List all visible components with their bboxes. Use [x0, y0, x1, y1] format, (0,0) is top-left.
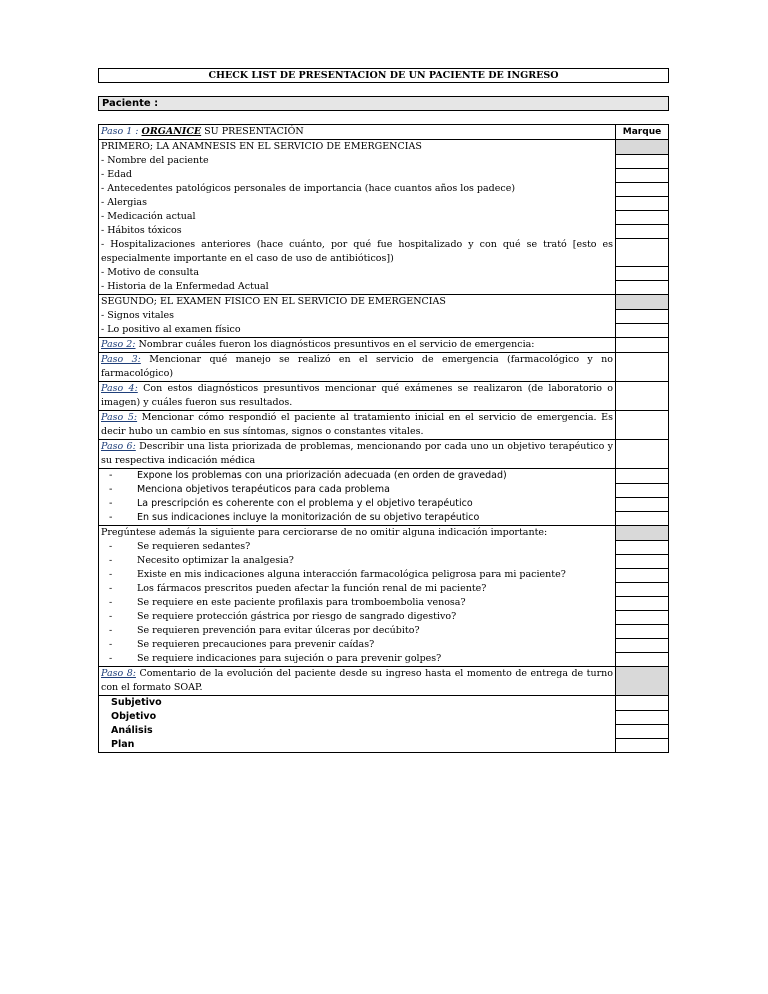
list-item: - Hábitos tóxicos: [99, 224, 616, 238]
marque-cell[interactable]: [616, 483, 669, 497]
soap-item: Subjetivo: [99, 696, 616, 711]
marque-cell[interactable]: [616, 710, 669, 724]
marque-cell[interactable]: [616, 382, 669, 411]
list-item: - Medicación actual: [99, 210, 616, 224]
marque-header: Marque: [616, 125, 669, 140]
primero-heading: PRIMERO; LA ANAMNESIS EN EL SERVICIO DE EMERGENCIAS: [99, 140, 616, 155]
marque-cell[interactable]: [616, 696, 669, 711]
list-item: - Se requieren prevención para evitar úlceras por decúbito?: [99, 624, 616, 638]
marque-cell[interactable]: [616, 582, 669, 596]
marque-cell[interactable]: [616, 738, 669, 753]
marque-cell[interactable]: [616, 154, 669, 168]
list-item: - Lo positivo al examen físico: [99, 323, 616, 338]
list-item: - Alergias: [99, 196, 616, 210]
paso-text: Con estos diagnósticos presuntivos mencionar qué exámenes se realizaron (de laboratorio o imagen) y cuáles fueron sus resultados.: [101, 383, 613, 408]
paso1-text: SU PRESENTACIÓN: [204, 126, 304, 137]
list-item: - Signos vitales: [99, 309, 616, 323]
paso2-cell: [99, 338, 616, 353]
list-item: - Se requiere en este paciente profilaxis para tromboembolia venosa?: [99, 596, 616, 610]
list-item: - Existe en mis indicaciones alguna interacción farmacológica peligrosa para mi paciente?: [99, 568, 616, 582]
list-item: - En sus indicaciones incluye la monitorización de su objetivo terapéutico: [99, 511, 616, 526]
marque-cell[interactable]: [616, 338, 669, 353]
list-item: - Se requieren sedantes?: [99, 540, 616, 554]
paso-label: Paso 5:: [101, 412, 138, 423]
list-item: - Hospitalizaciones anteriores (hace cuánto, por qué fue hospitalizado y con qué se trató [esto es especialmente importante en el caso de uso de antibióticos]): [99, 238, 616, 266]
paso-label: Paso 3:: [101, 354, 141, 365]
marque-cell[interactable]: [616, 309, 669, 323]
paso-text: Comentario de la evolución del paciente desde su ingreso hasta el momento de entrega de turno con el formato SOAP.: [101, 668, 613, 693]
list-item: - Se requiere indicaciones para sujeción o para prevenir golpes?: [99, 652, 616, 667]
marque-cell[interactable]: [616, 554, 669, 568]
marque-cell: [616, 295, 669, 310]
paso1-row: [99, 125, 669, 140]
paso-text: Describir una lista priorizada de problemas, mencionando por cada uno un objetivo terapéutico y su respectiva indicación médica: [101, 441, 614, 466]
list-item: - Edad: [99, 168, 616, 182]
marque-cell[interactable]: [616, 353, 669, 382]
marque-cell[interactable]: [616, 610, 669, 624]
marque-cell[interactable]: [616, 238, 669, 266]
marque-cell[interactable]: [616, 624, 669, 638]
marque-cell[interactable]: [616, 497, 669, 511]
paso1-cell: [99, 125, 616, 140]
paso8-cell: [99, 667, 616, 696]
marque-cell[interactable]: [616, 596, 669, 610]
marque-cell[interactable]: [616, 469, 669, 484]
list-item: - Se requieren precauciones para prevenir caídas?: [99, 638, 616, 652]
marque-cell[interactable]: [616, 182, 669, 196]
marque-cell[interactable]: [616, 266, 669, 280]
soap-item: Plan: [99, 738, 616, 753]
soap-item: Objetivo: [99, 710, 616, 724]
paso-label: Paso 6:: [101, 441, 136, 452]
marque-cell[interactable]: [616, 323, 669, 338]
preguntese-heading: Pregúntese además la siguiente para cerciorarse de no omitir alguna indicación importante:: [99, 526, 616, 541]
list-item: - Nombre del paciente: [99, 154, 616, 168]
paso-text: Mencionar qué manejo se realizó en el servicio de emergencia (farmacológico y no farmacológico): [101, 354, 613, 379]
marque-cell: [616, 526, 669, 541]
segundo-heading: SEGUNDO; EL EXAMEN FISICO EN EL SERVICIO DE EMERGENCIAS: [99, 295, 616, 310]
paso3-cell: [99, 353, 616, 382]
marque-cell[interactable]: [616, 652, 669, 667]
checklist-table: [98, 124, 669, 753]
document-title: CHECK LIST DE PRESENTACION DE UN PACIENTE DE INGRESO: [98, 68, 669, 83]
list-item: - Motivo de consulta: [99, 266, 616, 280]
list-item: - Los fármacos prescritos pueden afectar la función renal de mi paciente?: [99, 582, 616, 596]
soap-item: Análisis: [99, 724, 616, 738]
paso6-cell: [99, 440, 616, 469]
patient-field[interactable]: Paciente :: [98, 96, 669, 111]
marque-cell[interactable]: [616, 224, 669, 238]
list-item: - Antecedentes patológicos personales de importancia (hace cuantos años los padece): [99, 182, 616, 196]
marque-cell[interactable]: [616, 210, 669, 224]
paso5-cell: [99, 411, 616, 440]
list-item: - Historia de la Enfermedad Actual: [99, 280, 616, 295]
paso-label: Paso 1 :: [101, 126, 139, 137]
marque-cell[interactable]: [616, 724, 669, 738]
marque-cell[interactable]: [616, 568, 669, 582]
list-item: - Menciona objetivos terapéuticos para cada problema: [99, 483, 616, 497]
list-item: - Se requiere protección gástrica por riesgo de sangrado digestivo?: [99, 610, 616, 624]
list-item: - La prescripción es coherente con el problema y el objetivo terapéutico: [99, 497, 616, 511]
marque-cell: [616, 140, 669, 155]
marque-cell[interactable]: [616, 638, 669, 652]
marque-cell[interactable]: [616, 196, 669, 210]
paso-label: Paso 2:: [101, 339, 136, 350]
paso-text: Mencionar cómo respondió el paciente al tratamiento inicial en el servicio de emergencia. Es decir hubo un cambio en sus síntomas, signos o constantes vitales.: [101, 412, 613, 437]
organice-label: ORGANICE: [141, 126, 202, 137]
paso-label: Paso 4:: [101, 383, 138, 394]
marque-cell[interactable]: [616, 511, 669, 526]
paso4-cell: [99, 382, 616, 411]
marque-cell[interactable]: [616, 540, 669, 554]
marque-cell: [616, 667, 669, 696]
paso-text: Nombrar cuáles fueron los diagnósticos presuntivos en el servicio de emergencia:: [138, 339, 535, 350]
marque-cell[interactable]: [616, 280, 669, 295]
marque-cell[interactable]: [616, 440, 669, 469]
list-item: - Necesito optimizar la analgesia?: [99, 554, 616, 568]
marque-cell[interactable]: [616, 411, 669, 440]
paso-label: Paso 8:: [101, 668, 136, 679]
marque-cell[interactable]: [616, 168, 669, 182]
list-item: - Expone los problemas con una priorización adecuada (en orden de gravedad): [99, 469, 616, 484]
